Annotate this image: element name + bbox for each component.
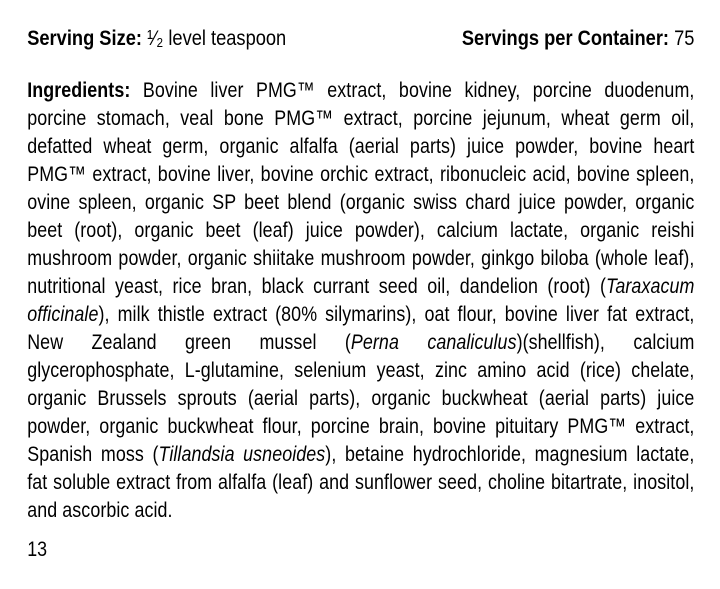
ingredients-text: Bovine liver PMG™ extract, bovine kidney, porcine duodenum, porcine stomach, veal bone PMG™ extract, porcine jejunum, wheat germ oil, defatted wheat germ, organic alfalfa (aerial parts) juice powder, bovine heart PMG™ extract, bovine liver, bovine orchic extract, ribonucleic acid, bovine spleen, ovine spleen, organic SP beet blend (organic swiss chard juice powder, organic beet (root), organic beet (leaf) juice powder), calcium lactate, organic reishi mushroom powder, organic shiitake mushroom powder, ginkgo biloba (whole leaf), nutritional yeast, rice bran, black currant seed oil, dandelion (root) (	[27, 79, 695, 298]
servings-per-container-label: Servings per Container:	[461, 26, 670, 50]
ingredients-paragraph	[27, 77, 694, 525]
species-name-taraxacum: Taraxacum officinale	[27, 275, 695, 326]
ingredients-text: ), betaine hydrochloride, magnesium lactate, fat soluble extract from alfalfa (leaf) and sunflower seed, choline bitartrate, inositol, and ascorbic acid.	[27, 443, 695, 522]
ingredients-text: )(shellfish), calcium glycerophosphate, L-glutamine, selenium yeast, zinc amino acid (rice) chelate, organic Brussels sprouts (aerial parts), organic buckwheat (aerial parts) juice powder, organic buckwheat flour, porcine brain, bovine pituitary PMG™ extract, Spanish moss (	[27, 331, 695, 466]
species-name-tillandsia: Tillandsia usneoides	[158, 443, 326, 466]
serving-size-value: ¹⁄₂ level teaspoon	[147, 26, 287, 50]
servings-per-container	[462, 26, 695, 51]
serving-size-label: Serving Size:	[27, 26, 142, 50]
species-name-perna: Perna canaliculus	[350, 331, 517, 354]
serving-size	[27, 26, 286, 51]
ingredients-label: Ingredients:	[27, 79, 143, 102]
page-number: 13	[27, 538, 48, 561]
ingredients-text: ), milk thistle extract (80% silymarins), oat flour, bovine liver fat extract, New Zealand green mussel (	[27, 303, 695, 354]
servings-per-container-value: 75	[674, 26, 695, 50]
serving-info-row	[27, 26, 694, 51]
